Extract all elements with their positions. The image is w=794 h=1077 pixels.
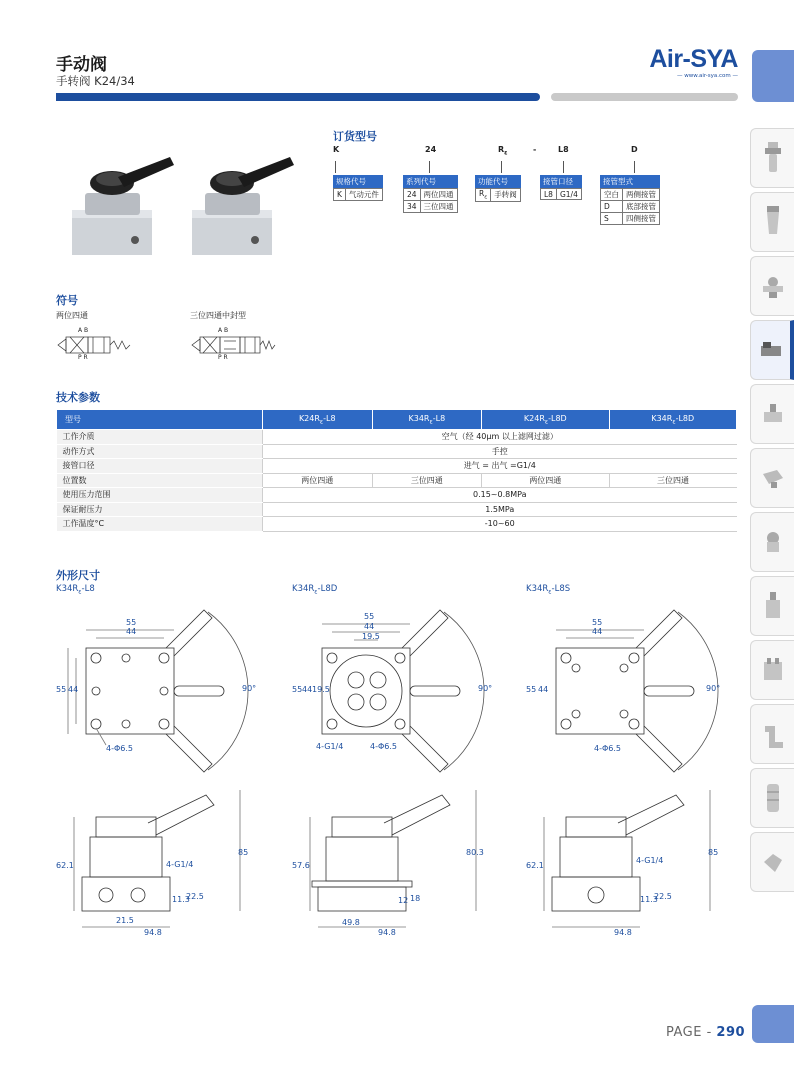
product-photo-2 bbox=[190, 145, 300, 260]
filter-icon bbox=[761, 140, 785, 176]
drawing-3-label: $K34R_\varepsilon-L8S$ bbox=[526, 584, 571, 596]
table-row: 接管口径 进气 = 出气 =G1/4 bbox=[57, 459, 737, 474]
side-nav-fitting[interactable] bbox=[750, 512, 794, 572]
code-tick bbox=[563, 161, 564, 173]
spec-header-k34-l8d: $K34R_\varepsilon-L8D$ bbox=[609, 410, 736, 430]
dim-label: 55 bbox=[126, 618, 137, 627]
code-tick bbox=[429, 161, 430, 173]
side-nav-solenoid-valve[interactable] bbox=[750, 320, 794, 380]
ordering-title: 订货型号 bbox=[333, 130, 377, 143]
code-l8: L8 bbox=[558, 145, 569, 154]
drawing-2-label: $K34R_\varepsilon-L8D$ bbox=[292, 584, 338, 596]
dim-label: 4-G1/4 bbox=[166, 860, 194, 869]
logo-url: — www.air-sya.com — bbox=[676, 73, 738, 79]
dim-label: 85 bbox=[238, 848, 249, 857]
elbow-icon bbox=[761, 716, 785, 752]
symbol-2way-icon bbox=[56, 333, 136, 355]
symbol-bottom-ports-1: P R bbox=[78, 354, 88, 361]
group-series-code: 系列代号 24 两位四通 34 三位四通 bbox=[403, 175, 458, 213]
table-row: 动作方式 手控 bbox=[57, 444, 737, 459]
side-nav-accessory[interactable] bbox=[750, 832, 794, 892]
side-nav-cylinder[interactable] bbox=[750, 384, 794, 444]
group-port-type: 接管型式 空白 两侧接管 D 底部接管 S 四侧接管 bbox=[600, 175, 660, 225]
cylinder-icon bbox=[761, 396, 785, 432]
side-nav-gripper[interactable] bbox=[750, 448, 794, 508]
dim-label: 80.3 bbox=[466, 848, 484, 857]
header-bar-blue bbox=[56, 93, 540, 101]
dim-label: 55 bbox=[364, 612, 375, 621]
drawing-3-top-view bbox=[526, 600, 726, 775]
dim-label: 4-G1/4 bbox=[636, 856, 664, 865]
group-spec-code: 规格代号 K 气动元件 bbox=[333, 175, 383, 201]
dim-label: 90° bbox=[478, 684, 493, 693]
accessory-icon bbox=[761, 844, 785, 880]
group-port-size: 接管口径 L8 G1/4 bbox=[540, 175, 582, 200]
gripper-icon bbox=[761, 460, 785, 496]
drawing-3-side-view bbox=[526, 785, 726, 935]
table-row: 保证耐压力 1.5MPa bbox=[57, 502, 737, 517]
fitting-icon bbox=[761, 524, 785, 560]
brand-logo bbox=[644, 46, 738, 92]
silencer-icon bbox=[761, 780, 785, 816]
logo-text: Air-SYA bbox=[649, 45, 738, 73]
side-nav-valve[interactable] bbox=[750, 576, 794, 636]
page-number: PAGE - 290 bbox=[666, 1025, 746, 1040]
symbol-3way-icon bbox=[190, 333, 278, 355]
dim-label: 19.5 bbox=[362, 632, 380, 641]
dim-label: 55 bbox=[592, 618, 603, 627]
dim-label: 94.8 bbox=[378, 928, 396, 937]
ordering-code bbox=[333, 128, 713, 238]
dim-label: 19.5 bbox=[312, 685, 330, 694]
symbol-top-ports-1: A B bbox=[78, 327, 89, 334]
drawing-2-side-view bbox=[292, 785, 492, 935]
table-row: 工作介质 空气（经 40μm 以上滤网过滤） bbox=[57, 430, 737, 445]
code-tick bbox=[335, 161, 336, 173]
dim-label: 4-Φ6.5 bbox=[370, 742, 397, 751]
symbols-title: 符号 bbox=[56, 294, 78, 307]
symbol-label-3way: 三位四通中封型 bbox=[190, 311, 246, 320]
spec-header-model: 型号 bbox=[57, 410, 263, 430]
symbol-bottom-ports-2: P R bbox=[218, 354, 228, 361]
dim-label: 94.8 bbox=[144, 928, 162, 937]
dim-label: 90° bbox=[242, 684, 257, 693]
dim-label: 90° bbox=[706, 684, 721, 693]
spec-table bbox=[56, 409, 737, 532]
drawing-1-label: $K34R_\varepsilon-L8$ bbox=[56, 584, 95, 596]
dim-label: 62.1 bbox=[526, 861, 544, 870]
page-title: 手动阀 bbox=[56, 55, 107, 75]
dim-label: 12 bbox=[398, 896, 409, 905]
dim-label: 4-Φ6.5 bbox=[106, 744, 133, 753]
side-tab-top[interactable] bbox=[752, 50, 794, 102]
dim-label: 44 bbox=[592, 627, 603, 636]
table-row: 工作温度°C -10~60 bbox=[57, 517, 737, 532]
dim-label: 55 bbox=[526, 685, 537, 694]
side-nav-regulator[interactable] bbox=[750, 256, 794, 316]
code-d: D bbox=[631, 145, 638, 154]
solenoid-valve-icon bbox=[759, 332, 783, 368]
dim-label: 22.5 bbox=[186, 892, 204, 901]
code-r: $R_\varepsilon$ bbox=[498, 145, 508, 157]
dim-label: 94.8 bbox=[614, 928, 632, 937]
symbol-top-ports-2: A B bbox=[218, 327, 229, 334]
code-24: 24 bbox=[425, 145, 437, 154]
specs-title: 技术参数 bbox=[56, 391, 100, 404]
side-nav-silencer[interactable] bbox=[750, 768, 794, 828]
spec-header-k24-l8: $K24R_\varepsilon-L8$ bbox=[263, 410, 373, 430]
table-row: 使用压力范围 0.15~0.8MPa bbox=[57, 488, 737, 503]
dim-label: 11.3 bbox=[640, 895, 658, 904]
table-row: 位置数 两位四通 三位四通 两位四通 三位四通 bbox=[57, 473, 737, 488]
side-nav-elbow[interactable] bbox=[750, 704, 794, 764]
dim-label: 62.1 bbox=[56, 861, 74, 870]
group-function-code: 功能代号 $R_\varepsilon$ 手转阀 bbox=[475, 175, 521, 202]
code-tick bbox=[501, 161, 502, 173]
header-bar-gray bbox=[551, 93, 738, 101]
drawing-1-top-view bbox=[56, 600, 256, 775]
dim-label: 4-Φ6.5 bbox=[594, 744, 621, 753]
dim-label: 4-G1/4 bbox=[316, 742, 344, 751]
spec-header-k34-l8: $K34R_\varepsilon-L8$ bbox=[372, 410, 482, 430]
side-tab-bottom[interactable] bbox=[752, 1005, 794, 1043]
side-nav bbox=[750, 128, 794, 896]
code-dash: - bbox=[533, 145, 537, 154]
code-tick bbox=[634, 161, 635, 173]
dim-label: 21.5 bbox=[116, 916, 134, 925]
valve-icon bbox=[761, 588, 785, 624]
dim-label: 11.3 bbox=[172, 895, 190, 904]
dim-label: 22.5 bbox=[654, 892, 672, 901]
manifold-icon bbox=[761, 652, 785, 688]
side-nav-manifold[interactable] bbox=[750, 640, 794, 700]
side-nav-filter[interactable] bbox=[750, 128, 794, 188]
symbol-label-2way: 两位四通 bbox=[56, 311, 88, 320]
dim-label: 18 bbox=[410, 894, 421, 903]
code-k: K bbox=[333, 145, 340, 154]
dim-label: 44 bbox=[364, 622, 375, 631]
dim-label: 55 bbox=[56, 685, 67, 694]
filter-bowl-icon bbox=[761, 204, 785, 240]
side-nav-filter-bowl[interactable] bbox=[750, 192, 794, 252]
dim-label: 44 bbox=[126, 627, 137, 636]
dim-label: 44 bbox=[68, 685, 79, 694]
product-photo-1 bbox=[70, 145, 180, 260]
regulator-icon bbox=[761, 268, 785, 304]
dim-label: 44 bbox=[302, 685, 313, 694]
dim-label: 85 bbox=[708, 848, 719, 857]
dim-label: 55 bbox=[292, 685, 303, 694]
page-subtitle: 手转阀 K24/34 bbox=[56, 74, 135, 88]
dimensions-title: 外形尺寸 bbox=[56, 569, 100, 582]
dim-label: 44 bbox=[538, 685, 549, 694]
dim-label: 49.8 bbox=[342, 918, 360, 927]
spec-header-k24-l8d: $K24R_\varepsilon-L8D$ bbox=[482, 410, 609, 430]
drawing-1-side-view bbox=[56, 785, 256, 935]
dim-label: 57.6 bbox=[292, 861, 310, 870]
